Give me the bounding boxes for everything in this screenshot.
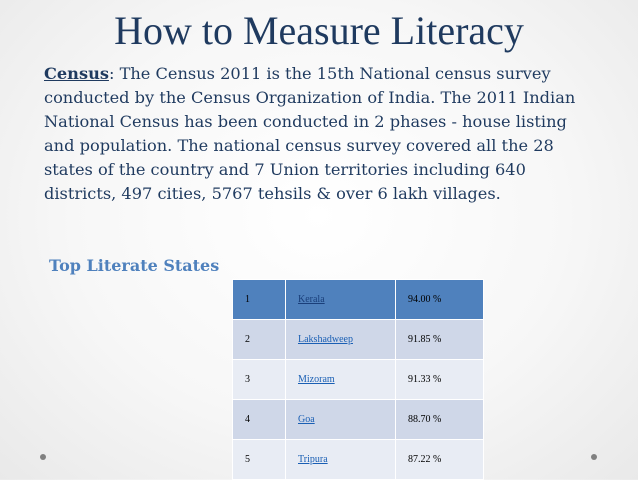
- state-link[interactable]: Mizoram: [286, 360, 396, 400]
- census-label-colon: :: [108, 64, 115, 83]
- state-link[interactable]: Tripura: [286, 440, 396, 480]
- literacy-table: [232, 279, 484, 480]
- table-row: [233, 440, 484, 480]
- census-label: Census: [44, 64, 109, 83]
- table-row: [233, 400, 484, 440]
- rank-cell: 4: [233, 400, 286, 440]
- table-row: [233, 280, 484, 320]
- rate-cell: 91.33 %: [396, 360, 484, 400]
- rate-cell: 88.70 %: [396, 400, 484, 440]
- state-link[interactable]: Goa: [286, 400, 396, 440]
- state-link[interactable]: Lakshadweep: [286, 320, 396, 360]
- rate-cell: 87.22 %: [396, 440, 484, 480]
- rank-cell: 3: [233, 360, 286, 400]
- census-paragraph: [44, 62, 589, 206]
- state-link[interactable]: Kerala: [286, 280, 396, 320]
- rate-cell: 94.00 %: [396, 280, 484, 320]
- top-literate-states-heading: Top Literate States: [49, 256, 220, 275]
- slide-title: How to Measure Literacy: [114, 8, 524, 53]
- census-text: The Census 2011 is the 15th National census survey conducted by the Census Organization of India. The 2011 Indian National Census has been conducted in 2 phases - house listing and population. The national census survey covered all the 28 states of the country and 7 Union territories including 640 districts, 497 cities, 5767 tehsils & over 6 lakh villages.: [44, 64, 576, 203]
- rank-cell: 5: [233, 440, 286, 480]
- slide-dot-left-icon: [40, 454, 46, 460]
- rank-cell: 2: [233, 320, 286, 360]
- table-row: [233, 320, 484, 360]
- rank-cell: 1: [233, 280, 286, 320]
- rate-cell: 91.85 %: [396, 320, 484, 360]
- slide-dot-right-icon: [591, 454, 597, 460]
- table-row: [233, 360, 484, 400]
